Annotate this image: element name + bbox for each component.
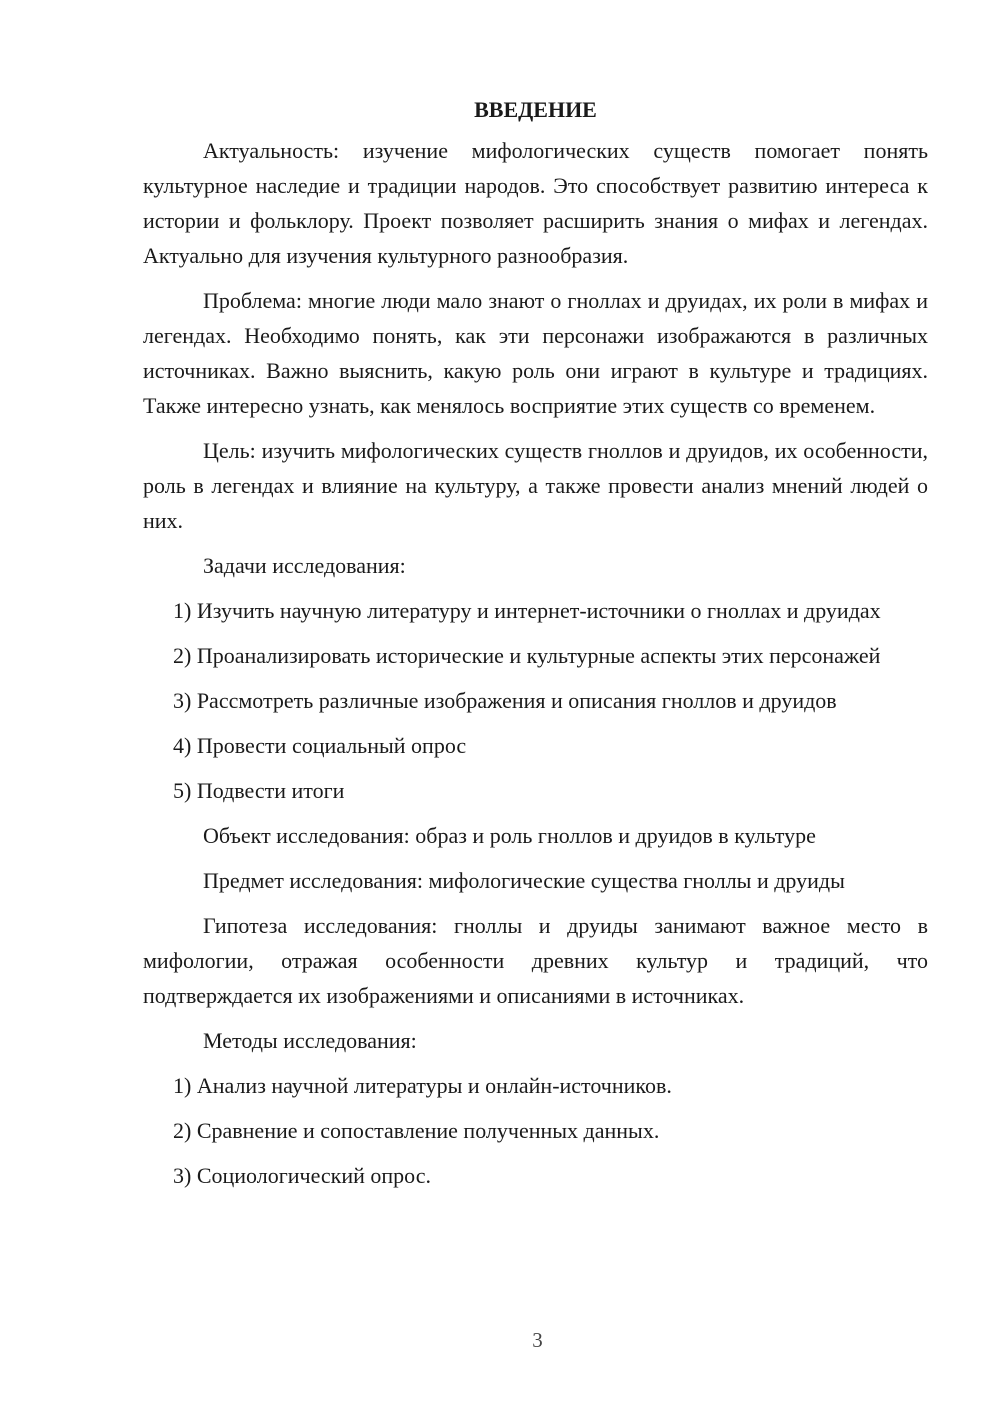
task-item: 4) Провести социальный опрос [173,733,467,758]
method-item: 3) Социологический опрос. [173,1163,431,1188]
task-item: 1) Изучить научную литературу и интернет-источники о гноллах и друидах [173,598,881,623]
task-item: 2) Проанализировать исторические и культурные аспекты этих персонажей [173,643,881,668]
tasks-heading: Задачи исследования: [203,553,406,578]
section-title: ВВЕДЕНИЕ [474,97,597,122]
method-item: 2) Сравнение и сопоставление полученных данных. [173,1118,660,1143]
task-item: 3) Рассмотреть различные изображения и описания гноллов и друидов [173,688,837,713]
research-subject: Предмет исследования: мифологические существа гноллы и друиды [203,868,845,893]
problem-paragraph: Проблема: многие люди мало знают о гноллах и друидах, их роли в мифах и легендах. Необходимо понять, как эти персонажи изображаются в различных источниках. Важно выяснить, какую роль они играют в культуре и традициях. Также интересно узнать, как менялось восприятие этих существ со временем. [143,288,928,418]
goal-paragraph: Цель: изучить мифологических существ гноллов и друидов, их особенности, роль в легендах и влияние на культуру, а также провести анализ мнений людей о них. [143,438,928,533]
relevance-paragraph: Актуальность: изучение мифологических существ помогает понять культурное наследие и традиции народов. Это способствует развитию интереса к истории и фольклору. Проект позволяет расширить знания о мифах и легендах. Актуально для изучения культурного разнообразия. [143,138,928,268]
page-number: 3 [532,1328,543,1352]
methods-heading: Методы исследования: [203,1028,417,1053]
method-item: 1) Анализ научной литературы и онлайн-источников. [173,1073,672,1098]
research-object: Объект исследования: образ и роль гноллов и друидов в культуре [203,823,816,848]
document-page [143,92,928,1203]
task-item: 5) Подвести итоги [173,778,345,803]
hypothesis-paragraph: Гипотеза исследования: гноллы и друиды занимают важное место в мифологии, отражая особенности древних культур и традиций, что подтверждается их изображениями и описаниями в источниках. [143,913,928,1008]
